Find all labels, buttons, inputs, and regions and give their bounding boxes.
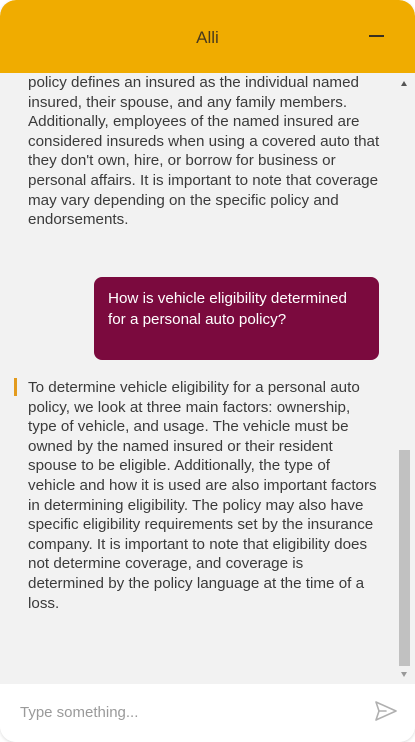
chat-title: Alli (196, 28, 219, 47)
bot-message: To determine vehicle eligibility for a personal auto policy, we look at three main factors: ownership, type of vehicle, and usage. The vehicle must be owned by the named insured or their resident spouse to be eligible. Additionally, the type of vehicle and how it is used are also important factors in determining eligibility. The policy may also have specific eligibility requirements set by the insurance company. It is important to note that eligibility does not determine coverage, and coverage is determined by the policy language at the time of a loss. (28, 379, 377, 612)
bot-message-indicator (14, 378, 17, 396)
message-composer (0, 684, 415, 742)
send-icon (374, 700, 398, 722)
chat-header (0, 0, 415, 73)
message-input[interactable] (20, 701, 350, 723)
user-message: How is vehicle eligibility determined for a personal auto policy? (94, 277, 379, 360)
bot-message: policy defines an insured as the individual named insured, their spouse, and any family members. Additionally, employees of the named insured are considered insureds when using a covered auto that they don't own, hire, or borrow for business or personal affairs. It is important to note that coverage may vary depending on the specific policy and endorsements. (28, 74, 380, 229)
scroll-down-arrow-icon[interactable] (401, 672, 407, 677)
send-button[interactable] (374, 700, 398, 722)
chat-scrollbar[interactable] (397, 73, 412, 684)
scroll-up-arrow-icon[interactable] (401, 81, 407, 86)
scrollbar-thumb[interactable] (399, 450, 410, 666)
minimize-icon (369, 35, 384, 37)
message-list[interactable] (0, 73, 415, 684)
minimize-button[interactable] (365, 24, 389, 48)
